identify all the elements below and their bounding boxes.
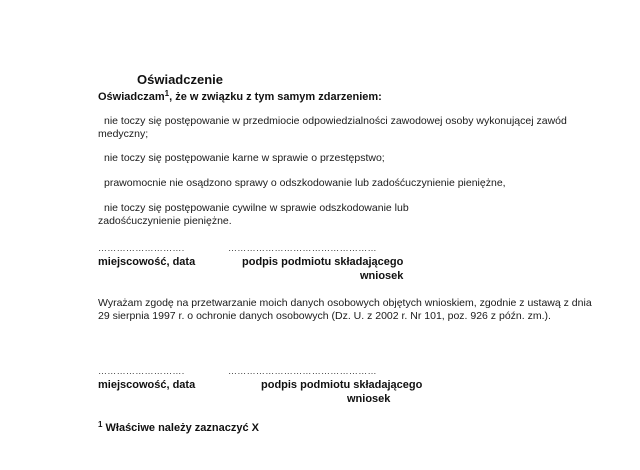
signature-label-line2: wniosek <box>360 270 404 282</box>
place-date-label: miejscowość, data <box>98 256 196 268</box>
signature-label-line2: wniosek <box>347 393 391 405</box>
signature-dots: ………………………………………… <box>228 366 377 376</box>
declaration-intro <box>98 91 382 103</box>
place-date-label: miejscowość, data <box>98 379 196 391</box>
statement-item: nie toczy się postępowanie w przedmiocie odpowiedzialności zawodowej osoby wykonującej zawód medyczny; <box>98 115 567 140</box>
document-title: Oświadczenie <box>137 72 223 87</box>
signature-label: podpis podmiotu składającego <box>242 256 404 268</box>
footnote-marker: 1 <box>98 420 103 429</box>
intro-text: Oświadczam <box>98 91 165 103</box>
statement-item: nie toczy się postępowanie karne w sprawie o przestępstwo; <box>104 152 385 164</box>
footnote <box>98 422 259 434</box>
statement-item: prawomocnie nie osądzono sprawy o odszkodowanie lub zadośćuczynienie pieniężne, <box>104 177 506 189</box>
place-date-dots: ………………………. <box>98 366 185 376</box>
footnote-text: Właściwe należy zaznaczyć X <box>102 422 259 434</box>
consent-paragraph: Wyrażam zgodę na przetwarzanie moich danych osobowych objętych wnioskiem, zgodnie z ustawą z dnia 29 sierpnia 1997 r. o ochronie danych osobowych (Dz. U. z 2002 r. Nr 101, poz. 926 z późn. zm.). <box>98 297 592 322</box>
intro-footnote-marker: 1 <box>164 89 170 98</box>
signature-dots: ………………………………………… <box>228 243 377 253</box>
intro-rest: , że w związku z tym samym zdarzeniem: <box>169 91 382 103</box>
signature-label: podpis podmiotu składającego <box>261 379 423 391</box>
statement-item: nie toczy się postępowanie cywilne w sprawie odszkodowanie lub zadośćuczynienie pieniężne. <box>98 202 409 227</box>
place-date-dots: ………………………. <box>98 243 185 253</box>
